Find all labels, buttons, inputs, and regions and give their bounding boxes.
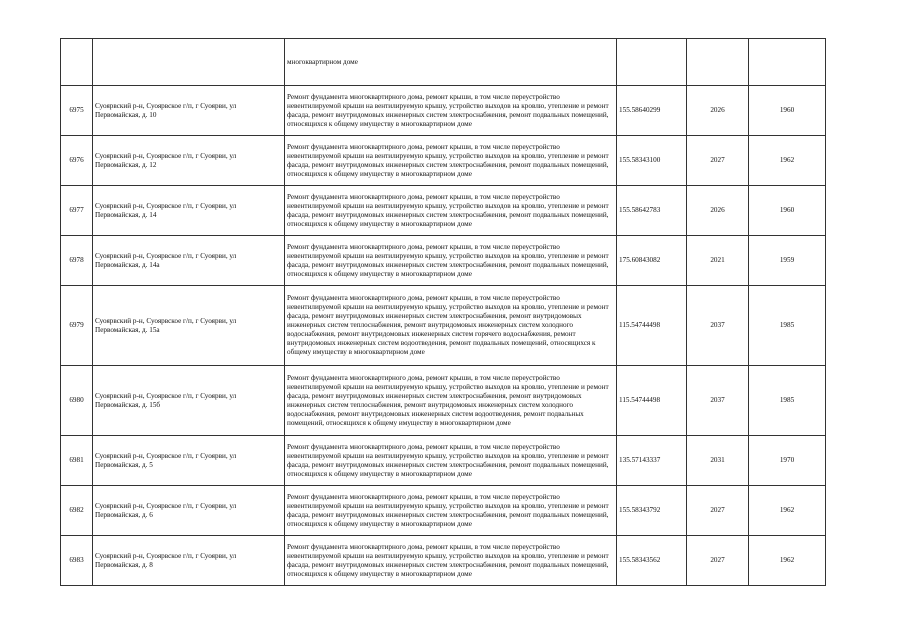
cell-works: Ремонт фундамента многоквартирного дома, ремонт крыши, в том числе переустройство невентилируемой крыши на вентилируемую крышу, устройство выходов на кровлю, утепление и ремонт фасада, ремонт внутридомовых инженерных систем электроснабжения, ремонт подвальных помещений, относящихся к общему имуществу в многоквартирном доме — [285, 136, 617, 186]
cell-number — [61, 39, 93, 86]
cell-built-year: 1960 — [749, 86, 826, 136]
table-row — [61, 286, 826, 366]
table-row — [61, 536, 826, 586]
cell-repair-year: 2021 — [687, 236, 749, 286]
cell-built-year: 1985 — [749, 366, 826, 436]
cell-built-year — [749, 39, 826, 86]
cell-address: Суоярвский р-н, Суоярвское г/п, г Суоярви, ул Первомайская, д. 15б — [93, 366, 285, 436]
cell-repair-year: 2037 — [687, 366, 749, 436]
cell-built-year: 1985 — [749, 286, 826, 366]
cell-area: 115.54744498 — [617, 366, 687, 436]
cell-works: Ремонт фундамента многоквартирного дома, ремонт крыши, в том числе переустройство невентилируемой крыши на вентилируемую крышу, устройство выходов на кровлю, утепление и ремонт фасада, ремонт внутридомовых инженерных систем электроснабжения, ремонт внутридомовых инженерных систем теплоснабжения, ремонт внутридомовых инженерных систем холодного водоснабжения, ремонт внутридомовых инженерных систем водоотведения, ремонт подвальных помещений, относящихся к общему имуществу в многоквартирном доме — [285, 366, 617, 436]
cell-address: Суоярвский р-н, Суоярвское г/п, г Суоярви, ул Первомайская, д. 14а — [93, 236, 285, 286]
cell-built-year: 1962 — [749, 486, 826, 536]
table-row — [61, 136, 826, 186]
cell-repair-year: 2037 — [687, 286, 749, 366]
cell-area — [617, 39, 687, 86]
cell-works: Ремонт фундамента многоквартирного дома, ремонт крыши, в том числе переустройство невентилируемой крыши на вентилируемую крышу, устройство выходов на кровлю, утепление и ремонт фасада, ремонт внутридомовых инженерных систем электроснабжения, ремонт подвальных помещений, относящихся к общему имуществу в многоквартирном доме — [285, 86, 617, 136]
cell-repair-year: 2027 — [687, 536, 749, 586]
cell-area: 155.58640299 — [617, 86, 687, 136]
cell-works: Ремонт фундамента многоквартирного дома, ремонт крыши, в том числе переустройство невентилируемой крыши на вентилируемую крышу, устройство выходов на кровлю, утепление и ремонт фасада, ремонт внутридомовых инженерных систем электроснабжения, ремонт внутридомовых инженерных систем теплоснабжения, ремонт внутридомовых инженерных систем холодного водоснабжения, ремонт внутридомовых инженерных систем горячего водоснабжения, ремонт внутридомовых инженерных систем водоотведения, ремонт подвальных помещений, относящихся к общему имуществу в многоквартирном доме — [285, 286, 617, 366]
cell-works: Ремонт фундамента многоквартирного дома, ремонт крыши, в том числе переустройство невентилируемой крыши на вентилируемую крышу, устройство выходов на кровлю, утепление и ремонт фасада, ремонт внутридомовых инженерных систем электроснабжения, ремонт подвальных помещений, относящихся к общему имуществу в многоквартирном доме — [285, 536, 617, 586]
table-row-continuation — [61, 39, 826, 86]
table-row — [61, 366, 826, 436]
cell-built-year: 1962 — [749, 536, 826, 586]
cell-address — [93, 39, 285, 86]
cell-number: 6983 — [61, 536, 93, 586]
capital-repair-table — [60, 38, 826, 586]
cell-works: многоквартирном доме — [285, 39, 617, 86]
cell-address: Суоярвский р-н, Суоярвское г/п, г Суоярви, ул Первомайская, д. 8 — [93, 536, 285, 586]
cell-area: 175.60843082 — [617, 236, 687, 286]
cell-repair-year: 2026 — [687, 186, 749, 236]
cell-area: 155.58343562 — [617, 536, 687, 586]
cell-address: Суоярвский р-н, Суоярвское г/п, г Суоярви, ул Первомайская, д. 14 — [93, 186, 285, 236]
cell-number: 6976 — [61, 136, 93, 186]
cell-address: Суоярвский р-н, Суоярвское г/п, г Суоярви, ул Первомайская, д. 10 — [93, 86, 285, 136]
cell-repair-year — [687, 39, 749, 86]
cell-built-year: 1962 — [749, 136, 826, 186]
cell-address: Суоярвский р-н, Суоярвское г/п, г Суоярви, ул Первомайская, д. 15а — [93, 286, 285, 366]
cell-built-year: 1960 — [749, 186, 826, 236]
cell-repair-year: 2027 — [687, 486, 749, 536]
cell-address: Суоярвский р-н, Суоярвское г/п, г Суоярви, ул Первомайская, д. 6 — [93, 486, 285, 536]
table-row — [61, 236, 826, 286]
cell-area: 155.58343100 — [617, 136, 687, 186]
cell-number: 6981 — [61, 436, 93, 486]
cell-built-year: 1970 — [749, 436, 826, 486]
cell-area: 115.54744498 — [617, 286, 687, 366]
cell-repair-year: 2031 — [687, 436, 749, 486]
cell-number: 6977 — [61, 186, 93, 236]
cell-works: Ремонт фундамента многоквартирного дома, ремонт крыши, в том числе переустройство невентилируемой крыши на вентилируемую крышу, устройство выходов на кровлю, утепление и ремонт фасада, ремонт внутридомовых инженерных систем электроснабжения, ремонт подвальных помещений, относящихся к общему имуществу в многоквартирном доме — [285, 236, 617, 286]
cell-number: 6980 — [61, 366, 93, 436]
cell-built-year: 1959 — [749, 236, 826, 286]
table-body — [61, 39, 826, 586]
cell-works: Ремонт фундамента многоквартирного дома, ремонт крыши, в том числе переустройство невентилируемой крыши на вентилируемую крышу, устройство выходов на кровлю, утепление и ремонт фасада, ремонт внутридомовых инженерных систем электроснабжения, ремонт подвальных помещений, относящихся к общему имуществу в многоквартирном доме — [285, 486, 617, 536]
cell-number: 6975 — [61, 86, 93, 136]
cell-address: Суоярвский р-н, Суоярвское г/п, г Суоярви, ул Первомайская, д. 12 — [93, 136, 285, 186]
table-row — [61, 86, 826, 136]
cell-number: 6978 — [61, 236, 93, 286]
cell-area: 155.58642783 — [617, 186, 687, 236]
cell-works: Ремонт фундамента многоквартирного дома, ремонт крыши, в том числе переустройство невентилируемой крыши на вентилируемую крышу, устройство выходов на кровлю, утепление и ремонт фасада, ремонт внутридомовых инженерных систем электроснабжения, ремонт подвальных помещений, относящихся к общему имуществу в многоквартирном доме — [285, 436, 617, 486]
table-row — [61, 186, 826, 236]
cell-repair-year: 2027 — [687, 136, 749, 186]
cell-area: 135.57143337 — [617, 436, 687, 486]
cell-address: Суоярвский р-н, Суоярвское г/п, г Суоярви, ул Первомайская, д. 5 — [93, 436, 285, 486]
cell-works: Ремонт фундамента многоквартирного дома, ремонт крыши, в том числе переустройство невентилируемой крыши на вентилируемую крышу, устройство выходов на кровлю, утепление и ремонт фасада, ремонт внутридомовых инженерных систем электроснабжения, ремонт подвальных помещений, относящихся к общему имуществу в многоквартирном доме — [285, 186, 617, 236]
table-row — [61, 486, 826, 536]
table-row — [61, 436, 826, 486]
cell-repair-year: 2026 — [687, 86, 749, 136]
cell-number: 6979 — [61, 286, 93, 366]
cell-area: 155.58343792 — [617, 486, 687, 536]
cell-number: 6982 — [61, 486, 93, 536]
